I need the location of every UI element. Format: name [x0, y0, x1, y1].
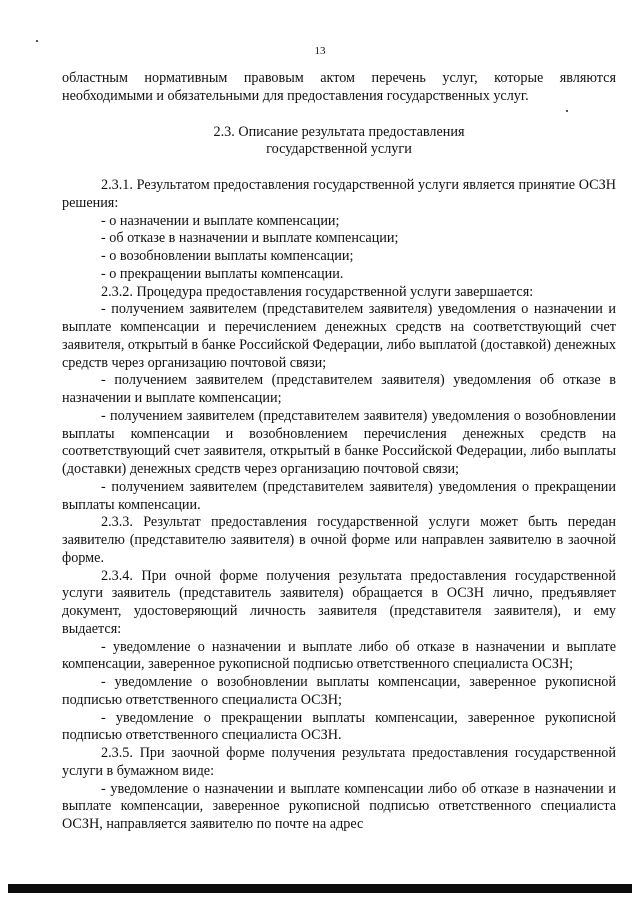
section-heading [62, 124, 616, 160]
paragraph-2-3-1: 2.3.1. Результатом предоставления государственной услуги является принятие ОСЗН решения: [62, 177, 616, 211]
list-item: - уведомление о прекращении выплаты компенсации, заверенное рукописной подписью ответственного специалиста ОСЗН. [62, 709, 616, 744]
section-heading-line-2: государственной услуги [266, 141, 412, 158]
page-number: 13 [314, 45, 326, 57]
list-item: - получением заявителем (представителем заявителя) уведомления о возобновлении выплаты компенсации и возобновлением перечисления денежных средств на соответствующий счет заявителя, открытый в банке Российской Федерации, либо выплаты (доставки) денежных средств через организацию почтовой связи; [62, 407, 616, 477]
list-item: - о прекращении выплаты компенсации. [101, 265, 344, 282]
list-item: - о возобновлении выплаты компенсации; [101, 248, 354, 264]
section-heading-line-1: 2.3. Описание результата предоставления [213, 123, 465, 140]
list-item: - получением заявителем (представителем заявителя) уведомления о прекращении выплаты компенсации. [62, 478, 616, 513]
list-item: - о назначении и выплате компенсации; [101, 212, 340, 229]
list-item: - уведомление о назначении и выплате компенсации либо об отказе в назначении и выплате компенсации, заверенное рукописной подписью ответственного специалиста ОСЗН, направляется заявителю по почте на адрес [62, 780, 616, 832]
list-item: - получением заявителем (представителем заявителя) уведомления об отказе в назначении и выплате компенсации; [62, 372, 616, 406]
scan-speck [36, 40, 38, 42]
paragraph-2-3-4: 2.3.4. При очной форме получения результата предоставления государственной услуги заявитель (представитель заявителя) обращается в ОСЗН лично, предъявляет документ, удостоверяющий личность заявителя (представителя заявителя), и ему выдается: [62, 567, 616, 637]
list-item: - уведомление о назначении и выплате либо об отказе в назначении и выплате компенсации, заверенное рукописной подписью ответственного специалиста ОСЗН; [62, 638, 616, 673]
paragraph-2-3-5: 2.3.5. При заочной форме получения результата предоставления государственной услуги в бумажном виде: [62, 745, 616, 779]
list-item: - уведомление о возобновлении выплаты компенсации, заверенное рукописной подписью ответственного специалиста ОСЗН; [62, 674, 616, 708]
list-item: - об отказе в назначении и выплате компенсации; [101, 230, 399, 247]
scan-bottom-edge [8, 884, 632, 893]
paragraph-2-3-3: 2.3.3. Результат предоставления государственной услуги может быть передан заявителю (представителю заявителя) в очной форме или направлен заявителю в заочной форме. [62, 514, 616, 566]
intro-paragraph: областным нормативным правовым актом перечень услуг, которые являются необходимыми и обязательными для предоставления государственных услуг. [62, 70, 616, 104]
document-body [62, 70, 616, 834]
scan-speck [566, 110, 568, 112]
paragraph-2-3-2: 2.3.2. Процедура предоставления государственной услуги завершается: [101, 283, 534, 300]
list-item: - получением заявителем (представителем заявителя) уведомления о назначении и выплате компенсации и перечислением денежных средств на соответствующий счет заявителя, открытый в банке Российской Федерации, либо выплатой (доставкой) денежных средств через организацию почтовой связи; [62, 301, 616, 371]
